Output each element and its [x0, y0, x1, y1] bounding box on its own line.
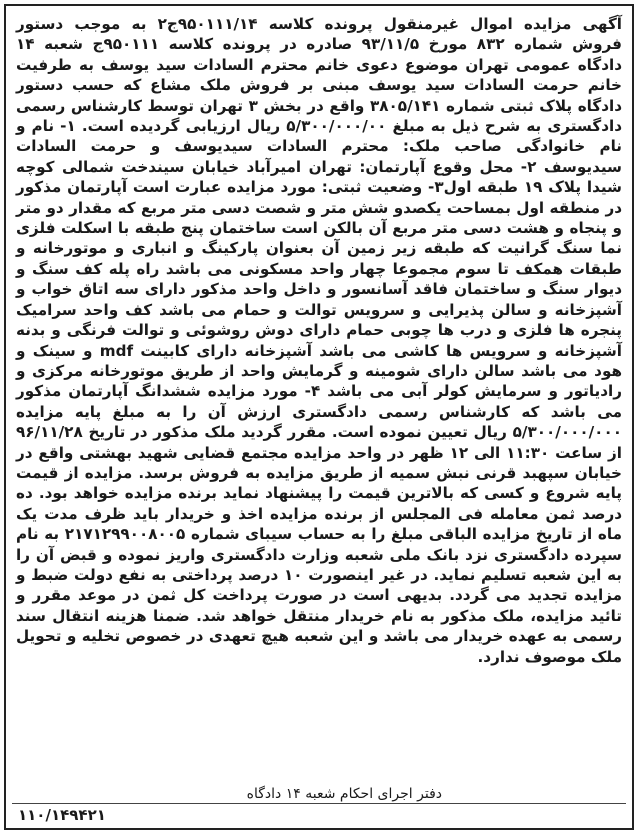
auction-notice — [4, 4, 634, 830]
footer-divider — [12, 803, 626, 804]
reference-number: ۱۱۰/۱۴۹۴۲۱ — [18, 806, 106, 824]
issuing-office: دفتر اجرای احکام شعبه ۱۴ دادگاه — [246, 786, 442, 802]
notice-body-text: آگهی مزایده اموال غیرمنقول پرونده کلاسه ۹۵۰۱۱۱/۱۴ج۲ به موجب دستور فروش شماره ۸۳۲ مورخ ۹۳/۱۱/۵ صادره در پرونده کلاسه ۹۵۰۱۱۱ج شعبه ۱۴ دادگاه عمومی تهران موضوع دعوی خانم محترم السادات سید یوسف به طرفیت خانم حرمت السادات سید یوسف مبنی بر فروش ملک مشاع که حسب دستور دادگاه پلاک ثبتی شماره ۳۸۰۵/۱۴۱ واقع در بخش ۳ تهران توسط کارشناس رسمی دادگستری به شرح ذیل به مبلغ ۵/۳۰۰/۰۰۰/۰۰ ریال ارزیابی گردیده است. ۱- نام و نام خانوادگی صاحب ملک: محترم السادات سیدیوسف و حرمت السادات سیدیوسف ۲- محل وقوع آپارتمان: تهران امیرآباد خیابان سیندخت شمالی کوچه شیدا پلاک ۱۹ طبقه اول۳- وضعیت ثبتی: مورد مزایده عبارت است آپارتمان مذکور در منطقه اول بمساحت یکصدو شش متر و شصت دسی متر مربع که مقدار دو متر و پنجاه و هشت دسی متر مربع آن بالکن است ساختمان پنج طبقه با اسکلت فلزی نما سنگ گرانیت که طبقه زیر زمین آن بعنوان پارکینگ و انباری و موتورخانه و طبقات همکف تا سوم مجموعا چهار واحد مسکونی می باشد راه پله کف سنگ و دیوار سنگ و ساختمان فاقد آسانسور و داخل واحد مذکور دارای سه اتاق خواب و آشپزخانه و سالن پذیرایی و سرویس توالت و حمام می باشد کف واحد سرامیک پنجره ها فلزی و درب ها چوبی حمام دارای دوش روشوئی و توالت فرنگی و بدنه آشپزخانه و سرویس ها کاشی می باشد آشپزخانه دارای کابینت mdf و سینک و هود می باشد سالن دارای شومینه و گرمایش واحد از طریق موتورخانه مرکزی و رادیاتور و سرمایش کولر آبی می باشد ۴- مورد مزایده ششدانگ آپارتمان مذکور می باشد که کارشناس رسمی دادگستری ارزش آن را به مبلغ پایه مزایده ۵/۳۰۰/۰۰۰/۰۰۰ ریال تعیین نموده است. مقرر گردید ملک مذکور در تاریخ ۹۶/۱۱/۲۸ از ساعت ۱۱:۳۰ الی ۱۲ ظهر در واحد مزایده مجتمع قضایی شهید بهشتی واقع در خیابان سپهبد قرنی نبش سمیه از طریق مزایده به فروش برسد. مزایده از قیمت پایه شروع و کسی که بالاترین قیمت را پیشنهاد نماید برنده مزایده خواهد بود. ده درصد ثمن معامله فی المجلس از برنده مزایده اخذ و خریدار باید ظرف مدت یک ماه از تاریخ مزایده الباقی مبلغ را به حساب سیبای شماره ۲۱۷۱۲۹۹۰۰۸۰۰۵ به نام سپرده دادگستری نزد بانک ملی شعبه وزارت دادگستری واریز نموده و قبض آن را به این شعبه تسلیم نماید. در غیر اینصورت ۱۰ درصد پرداختی به نفع دولت ضبط و مزایده تجدید می گردد. بدیهی است در صورت پرداخت کل ثمن در موعد مقرر و تائید مزایده، ملک مذکور به نام خریدار منتقل خواهد شد. ضمنا هزینه انتقال سند رسمی به عهده خریدار می باشد و این شعبه هیچ تعهدی در خصوص تخلیه و تحویل ملک موصوف ندارد. — [16, 15, 622, 666]
